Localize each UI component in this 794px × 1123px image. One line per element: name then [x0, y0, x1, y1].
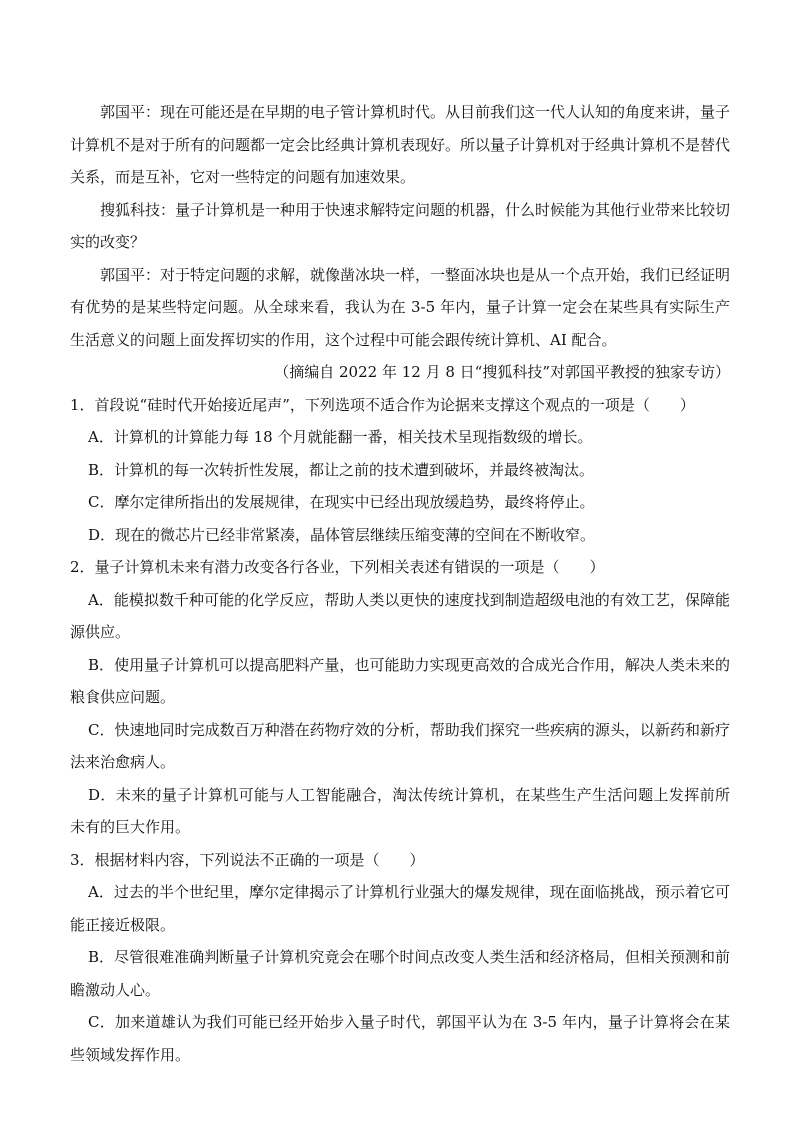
question-stem: 3．根据材料内容，下列说法不正确的一项是（ ） — [70, 850, 425, 869]
document-content — [70, 96, 730, 1071]
question-option: A．计算机的计算能力每 18 个月就能翻一番，相关技术呈现指数级的增长。 — [88, 428, 593, 446]
question-option: A．过去的半个世纪里，摩尔定律揭示了计算机行业强大的爆发规律，现在面临挑战，预示着它可能正接近极限。 — [70, 883, 730, 934]
passage-source: （摘编自 2022 年 12 月 8 日“搜狐科技”对郭国平教授的独家专访） — [274, 363, 730, 381]
question-option: C．摩尔定律所指出的发展规律，在现实中已经出现放缓趋势，最终将停止。 — [88, 493, 595, 511]
question-stem: 2．量子计算机未来有潜力改变各行各业，下列相关表述有错误的一项是（ ） — [70, 558, 605, 576]
question-option: B．使用量子计算机可以提高肥料产量，也可能助力实现更高效的合成光合作用，解决人类未来的粮食供应问题。 — [70, 655, 730, 706]
question-option: C．快速地同时完成数百万种潜在药物疗效的分析，帮助我们探究一些疾病的源头，以新药和新疗法来治愈病人。 — [70, 720, 730, 771]
question-option: B．尽管很难准确判断量子计算机究竟会在哪个时间点改变人类生活和经济格局，但相关预测和前瞻激动人心。 — [70, 948, 730, 999]
question-option: C．加来道雄认为我们可能已经开始步入量子时代，郭国平认为在 3-5 年内，量子计算将会在某些领域发挥作用。 — [70, 1013, 730, 1064]
question-option: D．现在的微芯片已经非常紧凑，晶体管层继续压缩变薄的空间在不断收窄。 — [88, 525, 596, 544]
question-option: A．能模拟数千种可能的化学反应，帮助人类以更快的速度找到制造超级电池的有效工艺，保障能源供应。 — [70, 590, 730, 641]
passage-paragraph: 搜狐科技：量子计算机是一种用于快速求解特定问题的机器，什么时候能为其他行业带来比较切实的改变？ — [70, 200, 731, 251]
passage-paragraph: 郭国平：对于特定问题的求解，就像凿冰块一样，一整面冰块也是从一个点开始，我们已经证明有优势的是某些特定问题。从全球来看，我认为在 3-5 年内，量子计算一定会在某些具有实际生产生活意义的问题上面发挥切实的作用，这个过程中可能会跟传统计算机、AI 配合。 — [70, 265, 731, 349]
question-option: D．未来的量子计算机可能与人工智能融合，淘汰传统计算机，在某些生产生活问题上发挥前所未有的巨大作用。 — [70, 785, 730, 836]
question-stem: 1．首段说“硅时代开始接近尾声”，下列选项不适合作为论据来支撑这个观点的一项是（ ） — [70, 395, 695, 414]
passage-paragraph: 郭国平：现在可能还是在早期的电子管计算机时代。从目前我们这一代人认知的角度来讲，量子计算机不是对于所有的问题都一定会比经典计算机表现好。所以量子计算机对于经典计算机不是替代关系，而是互补，它对一些特定的问题有加速效果。 — [70, 103, 731, 186]
question-option: B．计算机的每一次转折性发展，都让之前的技术遭到破坏，并最终被淘汰。 — [88, 460, 595, 479]
